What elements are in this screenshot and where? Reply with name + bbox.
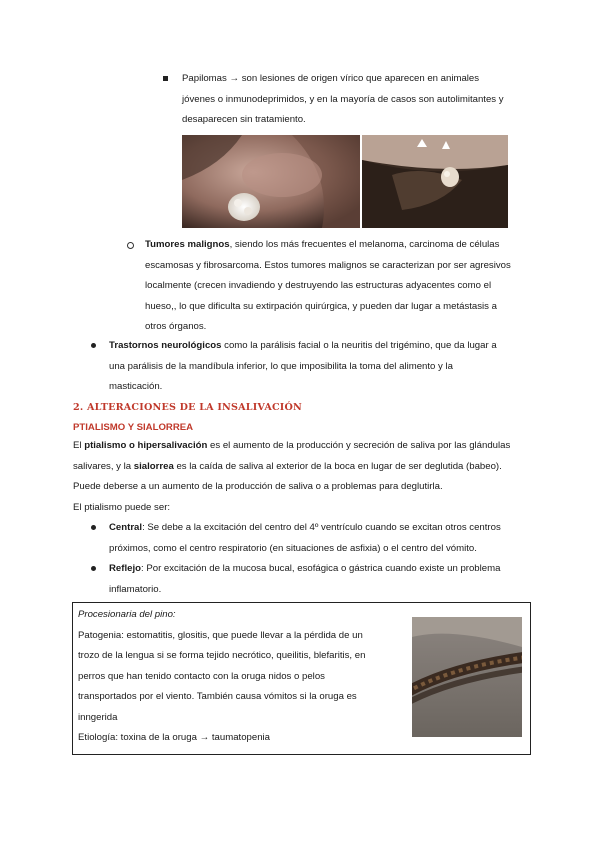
reflejo-line-2: inflamatorio. — [109, 583, 162, 595]
reflejo-item — [109, 559, 500, 600]
papilloma-photo-right — [362, 135, 508, 228]
tumores-line-1: , siendo los más frecuentes el melanoma, carcinoma de células — [229, 239, 500, 250]
procesionaria-box — [72, 602, 531, 755]
procesionaria-title: Procesionaria del pino: — [78, 609, 176, 620]
box-line-6: Etiología: toxina de la oruga → taumatopenia — [78, 732, 271, 743]
papilloma-photo-left — [182, 135, 360, 228]
tumores-line-2: escamosas y fibrosarcoma. Estos tumores malignos se caracterizan por ser agresivos — [145, 259, 511, 271]
central-item — [109, 518, 501, 559]
box-line-3: perros que han tenido contacto con la oruga nidos o pelos — [78, 670, 325, 682]
papilomas-item — [182, 69, 504, 131]
central-line-2: próximos, como el centro respiratorio (en situaciones de asfixia) o el centro del vómito. — [109, 542, 477, 554]
dot-bullet-icon — [91, 525, 96, 530]
reflejo-line-1: : Por excitación de la mucosa bucal, esofágica o gástrica cuando existe un problema — [141, 563, 501, 574]
dot-bullet-icon — [91, 566, 96, 571]
procesionaria-text — [78, 605, 365, 749]
box-line-5: inngerida — [78, 711, 118, 723]
neuro-lead: Trastornos neurológicos — [109, 340, 222, 351]
papilomas-lead: Papilomas — [182, 73, 227, 84]
box-line-1: Patogenia: estomatitis, glositis, que puede llevar a la pérdida de un — [78, 629, 363, 641]
neuro-line-1: como la parálisis facial o la neuritis del trigémino, que da lugar a — [221, 340, 497, 351]
subsection-title: PTIALISMO Y SIALORREA — [73, 422, 194, 433]
papilomas-line-2: jóvenes o inmunodeprimidos, y en la mayoría de casos son autolimitantes y — [182, 93, 504, 105]
neuro-line-3: masticación. — [109, 381, 163, 392]
tumores-line-3: localmente (crecen invadiendo y destruyendo las estructuras adyacentes como el — [145, 280, 492, 291]
para1-line-2-pre: salivares, y la — [73, 460, 134, 472]
ptialismo-paragraph — [73, 436, 510, 518]
para1-line-3: Puede deberse a un aumento de la producción de saliva o a problemas para deglutirla. — [73, 481, 443, 492]
papilomas-line-1: son lesiones de origen vírico que aparecen en animales — [239, 73, 480, 84]
para1-line-1: es el aumento de la producción y secreción de saliva por las glándulas — [207, 440, 511, 451]
caterpillar-photo — [412, 617, 522, 737]
sialorrea-term: sialorrea — [133, 460, 174, 472]
tumores-lead: Tumores malignos — [145, 239, 230, 250]
box-line-4: transportados por el viento. También causa vómitos si la oruga es — [78, 691, 357, 702]
tumores-line-5: otros órganos. — [145, 321, 207, 332]
para1-line-2-post: es la caída de saliva al exterior de la boca en lugar de ser deglutida (babeo). — [173, 460, 502, 472]
reflejo-lead: Reflejo — [109, 563, 141, 574]
neuro-item — [109, 336, 497, 398]
neuro-line-2: una parálisis de la mandíbula inferior, lo que imposibilita la toma del alimento y la — [109, 360, 453, 372]
square-bullet-icon — [163, 76, 168, 81]
para1-pre: El — [73, 440, 85, 451]
para2: El ptialismo puede ser: — [73, 501, 171, 513]
ptialismo-term: ptialismo o hipersalivación — [84, 440, 208, 451]
central-lead: Central — [109, 522, 143, 533]
circle-bullet-icon — [127, 242, 134, 249]
dot-bullet-icon — [91, 343, 96, 348]
papilomas-line-3: desaparecen sin tratamiento. — [182, 114, 306, 125]
tumores-line-4: hueso,, lo que dificulta su extirpación quirúrgica, y pueden dar lugar a metástasis a — [145, 300, 497, 312]
section-title: 2. ALTERACIONES DE LA INSALIVACIÓN — [73, 402, 303, 413]
tumores-item — [145, 235, 511, 338]
box-line-2: trozo de la lengua si se forma tejido necrótico, queilitis, blefaritis, en — [78, 650, 366, 661]
central-line-1: : Se debe a la excitación del centro del 4º ventrículo cuando se excitan otros centros — [142, 522, 501, 533]
arrow-icon: → — [229, 73, 240, 84]
